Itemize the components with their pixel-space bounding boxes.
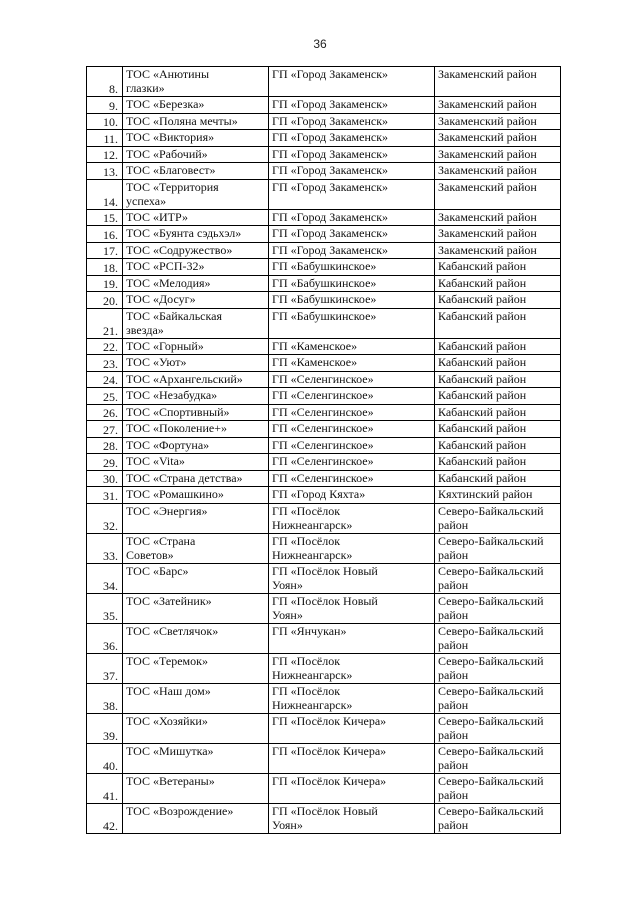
row-number: 24.: [87, 371, 123, 388]
tos-name: ТОС «Благовест»: [123, 163, 269, 180]
district-name: Кабанский район: [435, 308, 561, 338]
table-row: [87, 404, 561, 421]
tos-name: ТОС «Поколение+»: [123, 421, 269, 438]
row-number: 11.: [87, 130, 123, 147]
district-name: Закаменский район: [435, 113, 561, 130]
settlement-name: ГП «Город Закаменск»: [269, 146, 435, 163]
table-row: [87, 355, 561, 372]
row-number: 10.: [87, 113, 123, 130]
row-number: 13.: [87, 163, 123, 180]
tos-name: ТОС «Теремок»: [123, 653, 269, 683]
table-row: [87, 487, 561, 504]
page-number: 36: [313, 37, 327, 51]
row-number: 23.: [87, 355, 123, 372]
settlement-name: ГП «Город Закаменск»: [269, 226, 435, 243]
tos-name: ТОС «Энергия»: [123, 503, 269, 533]
district-name: Северо-Байкальский район: [435, 743, 561, 773]
settlement-name: ГП «Посёлок Нижнеангарск»: [269, 503, 435, 533]
row-number: 33.: [87, 533, 123, 563]
row-number: 28.: [87, 437, 123, 454]
row-number: 39.: [87, 713, 123, 743]
tos-name: ТОС «Страна Советов»: [123, 533, 269, 563]
row-number: 35.: [87, 593, 123, 623]
table-row: [87, 470, 561, 487]
row-number: 14.: [87, 179, 123, 209]
tos-name: ТОС «Архангельский»: [123, 371, 269, 388]
table-row: [87, 683, 561, 713]
settlement-name: ГП «Посёлок Нижнеангарск»: [269, 683, 435, 713]
row-number: 26.: [87, 404, 123, 421]
table-row: [87, 113, 561, 130]
district-name: Закаменский район: [435, 146, 561, 163]
district-name: Кяхтинский район: [435, 487, 561, 504]
tos-name: ТОС «Барс»: [123, 563, 269, 593]
tos-name: ТОС «Уют»: [123, 355, 269, 372]
district-name: Кабанский район: [435, 355, 561, 372]
settlement-name: ГП «Город Кяхта»: [269, 487, 435, 504]
table-row: [87, 503, 561, 533]
table-row: [87, 803, 561, 833]
row-number: 37.: [87, 653, 123, 683]
tos-name: ТОС «Затейник»: [123, 593, 269, 623]
settlement-name: ГП «Посёлок Новый Уоян»: [269, 593, 435, 623]
tos-name: ТОС «Анютины глазки»: [123, 67, 269, 97]
tos-name: ТОС «Буянта сэдьхэл»: [123, 226, 269, 243]
settlement-name: ГП «Город Закаменск»: [269, 163, 435, 180]
settlement-name: ГП «Селенгинское»: [269, 470, 435, 487]
row-number: 31.: [87, 487, 123, 504]
row-number: 20.: [87, 292, 123, 309]
district-name: Закаменский район: [435, 67, 561, 97]
settlement-name: ГП «Янчукан»: [269, 623, 435, 653]
settlement-name: ГП «Посёлок Нижнеангарск»: [269, 533, 435, 563]
settlement-name: ГП «Каменское»: [269, 338, 435, 355]
row-number: 9.: [87, 97, 123, 114]
settlement-name: ГП «Посёлок Кичера»: [269, 773, 435, 803]
tos-name: ТОС «Фортуна»: [123, 437, 269, 454]
settlement-name: ГП «Посёлок Нижнеангарск»: [269, 653, 435, 683]
table-row: [87, 421, 561, 438]
row-number: 34.: [87, 563, 123, 593]
settlement-name: ГП «Каменское»: [269, 355, 435, 372]
settlement-name: ГП «Селенгинское»: [269, 437, 435, 454]
district-name: Кабанский район: [435, 275, 561, 292]
table-row: [87, 97, 561, 114]
district-name: Закаменский район: [435, 242, 561, 259]
district-name: Закаменский район: [435, 209, 561, 226]
row-number: 27.: [87, 421, 123, 438]
tos-name: ТОС «Территория успеха»: [123, 179, 269, 209]
district-name: Кабанский район: [435, 404, 561, 421]
table-row: [87, 533, 561, 563]
tos-name: ТОС «Байкальская звезда»: [123, 308, 269, 338]
district-name: Северо-Байкальский район: [435, 503, 561, 533]
row-number: 32.: [87, 503, 123, 533]
settlement-name: ГП «Бабушкинское»: [269, 275, 435, 292]
settlement-name: ГП «Город Закаменск»: [269, 179, 435, 209]
table-row: [87, 275, 561, 292]
district-name: Северо-Байкальский район: [435, 803, 561, 833]
district-name: Кабанский район: [435, 388, 561, 405]
settlement-name: ГП «Посёлок Кичера»: [269, 713, 435, 743]
tos-name: ТОС «Виктория»: [123, 130, 269, 147]
tos-name: ТОС «Наш дом»: [123, 683, 269, 713]
row-number: 42.: [87, 803, 123, 833]
table-row: [87, 67, 561, 97]
row-number: 41.: [87, 773, 123, 803]
settlement-name: ГП «Посёлок Новый Уоян»: [269, 803, 435, 833]
settlement-name: ГП «Город Закаменск»: [269, 113, 435, 130]
tos-name: ТОС «Vita»: [123, 454, 269, 471]
tos-name: ТОС «Досуг»: [123, 292, 269, 309]
district-name: Кабанский район: [435, 371, 561, 388]
district-name: Закаменский район: [435, 163, 561, 180]
district-name: Северо-Байкальский район: [435, 593, 561, 623]
table-row: [87, 563, 561, 593]
table-row: [87, 713, 561, 743]
district-name: Закаменский район: [435, 130, 561, 147]
table-row: [87, 130, 561, 147]
tos-name: ТОС «Мишутка»: [123, 743, 269, 773]
tos-name: ТОС «Поляна мечты»: [123, 113, 269, 130]
tos-name: ТОС «Ромашкино»: [123, 487, 269, 504]
district-name: Северо-Байкальский район: [435, 533, 561, 563]
settlement-name: ГП «Селенгинское»: [269, 454, 435, 471]
tos-name: ТОС «Рабочий»: [123, 146, 269, 163]
district-name: Северо-Байкальский район: [435, 713, 561, 743]
table-row: [87, 209, 561, 226]
tos-name: ТОС «Ветераны»: [123, 773, 269, 803]
row-number: 18.: [87, 259, 123, 276]
row-number: 40.: [87, 743, 123, 773]
row-number: 25.: [87, 388, 123, 405]
tos-name: ТОС «Содружество»: [123, 242, 269, 259]
tos-name: ТОС «Хозяйки»: [123, 713, 269, 743]
table-row: [87, 593, 561, 623]
row-number: 22.: [87, 338, 123, 355]
tos-name: ТОС «Спортивный»: [123, 404, 269, 421]
district-name: Закаменский район: [435, 97, 561, 114]
district-name: Кабанский район: [435, 470, 561, 487]
row-number: 8.: [87, 67, 123, 97]
tos-name: ТОС «Страна детства»: [123, 470, 269, 487]
district-name: Северо-Байкальский район: [435, 563, 561, 593]
settlement-name: ГП «Посёлок Новый Уоян»: [269, 563, 435, 593]
tos-name: ТОС «Горный»: [123, 338, 269, 355]
row-number: 17.: [87, 242, 123, 259]
row-number: 29.: [87, 454, 123, 471]
settlement-name: ГП «Бабушкинское»: [269, 292, 435, 309]
settlement-name: ГП «Город Закаменск»: [269, 130, 435, 147]
settlement-name: ГП «Селенгинское»: [269, 371, 435, 388]
settlement-name: ГП «Посёлок Кичера»: [269, 743, 435, 773]
district-name: Северо-Байкальский район: [435, 683, 561, 713]
tos-name: ТОС «РСП-32»: [123, 259, 269, 276]
settlement-name: ГП «Город Закаменск»: [269, 242, 435, 259]
row-number: 12.: [87, 146, 123, 163]
row-number: 30.: [87, 470, 123, 487]
row-number: 19.: [87, 275, 123, 292]
tos-name: ТОС «Светлячок»: [123, 623, 269, 653]
table-row: [87, 743, 561, 773]
district-name: Кабанский район: [435, 338, 561, 355]
row-number: 15.: [87, 209, 123, 226]
table-row: [87, 623, 561, 653]
table-row: [87, 371, 561, 388]
settlement-name: ГП «Бабушкинское»: [269, 259, 435, 276]
table-row: [87, 437, 561, 454]
district-name: Кабанский район: [435, 259, 561, 276]
settlement-name: ГП «Селенгинское»: [269, 388, 435, 405]
row-number: 21.: [87, 308, 123, 338]
settlement-name: ГП «Бабушкинское»: [269, 308, 435, 338]
tos-table: [86, 66, 561, 834]
table-row: [87, 259, 561, 276]
table-row: [87, 242, 561, 259]
settlement-name: ГП «Селенгинское»: [269, 421, 435, 438]
table-row: [87, 163, 561, 180]
district-name: Кабанский район: [435, 437, 561, 454]
row-number: 16.: [87, 226, 123, 243]
table-row: [87, 146, 561, 163]
district-name: Кабанский район: [435, 292, 561, 309]
table-row: [87, 338, 561, 355]
district-name: Кабанский район: [435, 421, 561, 438]
tos-name: ТОС «ИТР»: [123, 209, 269, 226]
tos-name: ТОС «Березка»: [123, 97, 269, 114]
row-number: 36.: [87, 623, 123, 653]
table-row: [87, 292, 561, 309]
table-row: [87, 308, 561, 338]
district-name: Закаменский район: [435, 226, 561, 243]
district-name: Северо-Байкальский район: [435, 623, 561, 653]
table-row: [87, 773, 561, 803]
settlement-name: ГП «Город Закаменск»: [269, 67, 435, 97]
tos-name: ТОС «Возрождение»: [123, 803, 269, 833]
tos-name: ТОС «Мелодия»: [123, 275, 269, 292]
table-row: [87, 179, 561, 209]
table-row: [87, 388, 561, 405]
district-name: Северо-Байкальский район: [435, 773, 561, 803]
tos-name: ТОС «Незабудка»: [123, 388, 269, 405]
district-name: Кабанский район: [435, 454, 561, 471]
table-row: [87, 454, 561, 471]
table-row: [87, 226, 561, 243]
row-number: 38.: [87, 683, 123, 713]
district-name: Северо-Байкальский район: [435, 653, 561, 683]
settlement-name: ГП «Город Закаменск»: [269, 209, 435, 226]
table-row: [87, 653, 561, 683]
settlement-name: ГП «Селенгинское»: [269, 404, 435, 421]
settlement-name: ГП «Город Закаменск»: [269, 97, 435, 114]
district-name: Закаменский район: [435, 179, 561, 209]
